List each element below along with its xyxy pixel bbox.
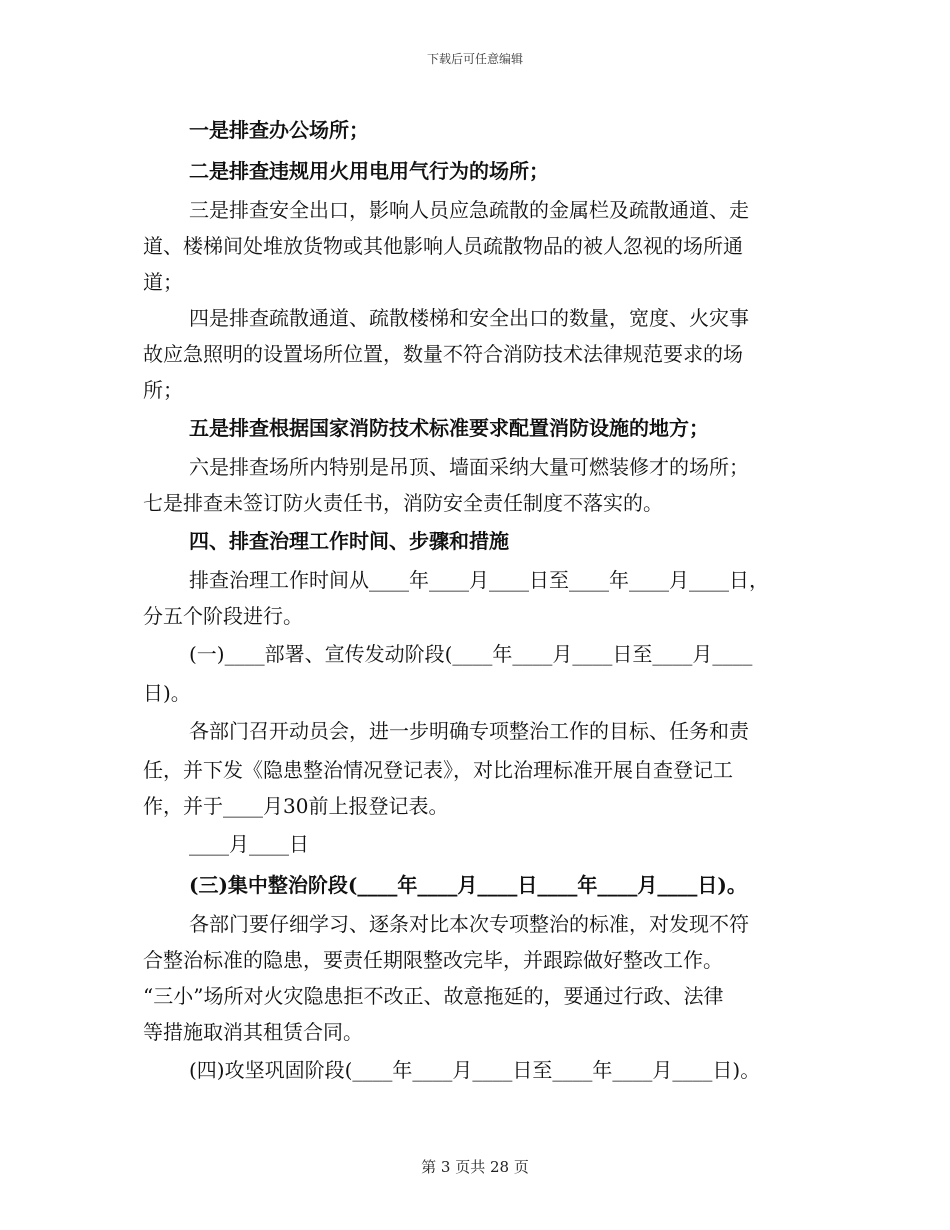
paragraph-line: (三)集中整治阶段(____年____月____日____年____月____日)。 (189, 873, 747, 897)
paragraph-line: 排查治理工作时间从____年____月____日至____年____月____日， (189, 568, 769, 592)
paragraph-line: 各部门要仔细学习、逐条对比本次专项整治的标准，对发现不符 (189, 912, 749, 936)
paragraph-line: 各部门召开动员会，进一步明确专项整治工作的目标、任务和责 (189, 719, 749, 743)
paragraph-line: 三是排查安全出口，影响人员应急疏散的金属栏及疏散通道、走 (189, 198, 749, 222)
paragraph-line: 道、楼梯间处堆放货物或其他影响人员疏散物品的被人忽视的场所通 (143, 234, 743, 258)
paragraph-line: 故应急照明的设置场所位置，数量不符合消防技术法律规范要求的场 (143, 342, 743, 366)
paragraph-line: (一)____部署、宣传发动阶段(____年____月____日至____月____ (189, 642, 753, 666)
page-footer: 第 3 页共 28 页 (421, 1158, 529, 1176)
paragraph-line: 四是排查疏散通道、疏散楼梯和安全出口的数量，宽度、火灾事 (189, 306, 749, 330)
paragraph-line: 合整治标准的隐患，要责任期限整改完毕，并跟踪做好整改工作。 (143, 948, 723, 972)
paragraph-line: 四、排查治理工作时间、步骤和措施 (189, 529, 509, 553)
paragraph-line: 作，并于____月30前上报登记表。 (143, 794, 449, 818)
paragraph-line: 一是排查办公场所； (189, 118, 369, 142)
paragraph-line: 等措施取消其租赁合同。 (143, 1020, 363, 1044)
paragraph-line: ____月____日 (189, 832, 309, 856)
paragraph-line: 六是排查场所内特别是吊顶、墙面采纳大量可燃装修才的场所； (189, 455, 749, 479)
paragraph-line: 二是排查违规用火用电用气行为的场所； (189, 159, 549, 183)
paragraph-line: 道； (143, 270, 183, 294)
paragraph-line: 七是排查未签订防火责任书，消防安全责任制度不落实的。 (143, 491, 663, 515)
paragraph-line: 所； (143, 378, 183, 402)
paragraph-line: 分五个阶段进行。 (143, 604, 303, 628)
paragraph-line: 日)。 (143, 681, 191, 705)
document-body (143, 110, 808, 1091)
paragraph-line: 五是排查根据国家消防技术标准要求配置消防设施的地方； (189, 416, 709, 440)
page-header: 下载后可任意编辑 (426, 52, 523, 66)
paragraph-line: “三小”场所对火灾隐患拒不改正、故意拖延的，要通过行政、法律 (143, 984, 724, 1008)
paragraph-line: 任，并下发《隐患整治情况登记表》，对比治理标准开展自查登记工 (143, 758, 733, 782)
paragraph-line: (四)攻坚巩固阶段(____年____月____日至____年____月____日)。 (189, 1058, 761, 1082)
